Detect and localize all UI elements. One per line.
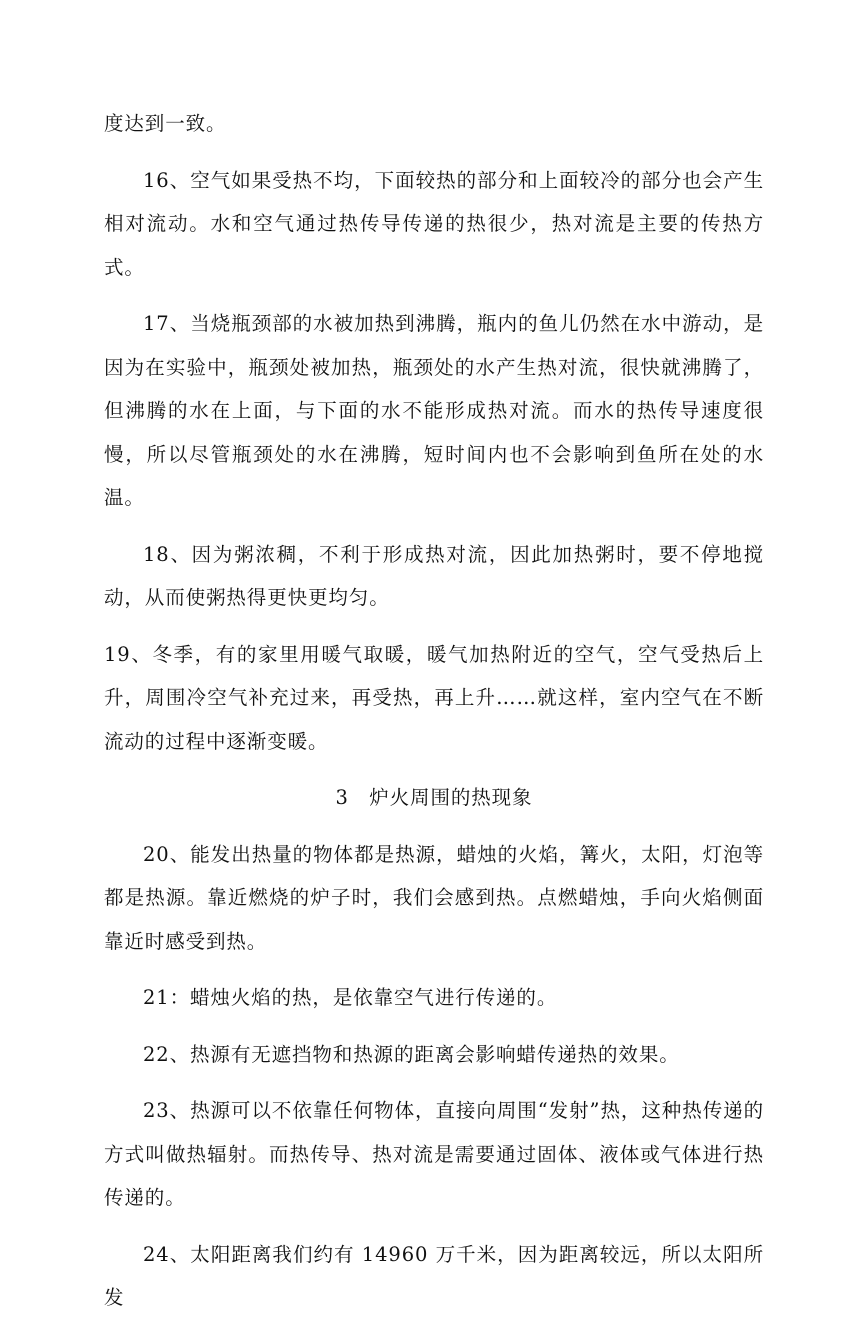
- paragraph-17: 17、当烧瓶颈部的水被加热到沸腾，瓶内的鱼儿仍然在水中游动，是因为在实验中，瓶颈处被加热，瓶颈处的水产生热对流，很快就沸腾了，但沸腾的水在上面，与下面的水不能形成热对流。而水的热传导速度很慢，所以尽管瓶颈处的水在沸腾，短时间内也不会影响到鱼所在处的水温。: [104, 312, 764, 509]
- paragraph-16: 16、空气如果受热不均，下面较热的部分和上面较冷的部分也会产生相对流动。水和空气通过热传导传递的热很少，热对流是主要的传热方式。: [104, 168, 764, 279]
- paragraph-18: 18、因为粥浓稠，不利于形成热对流，因此加热粥时，要不停地搅动，从而使粥热得更快更均匀。: [104, 542, 764, 609]
- paragraph-20: 20、能发出热量的物体都是热源，蜡烛的火焰，篝火，太阳，灯泡等都是热源。靠近燃烧的炉子时，我们会感到热。点燃蜡烛，手向火焰侧面靠近时感受到热。: [104, 842, 764, 953]
- paragraph-23: 23、热源可以不依靠任何物体，直接向周围“发射”热，这种热传递的方式叫做热辐射。而热传导、热对流是需要通过固体、液体或气体进行热传递的。: [104, 1099, 764, 1209]
- paragraph-19: 19、冬季，有的家里用暖气取暖，暖气加热附近的空气，空气受热后上升，周围冷空气补充过来，再受热，再上升……就这样，室内空气在不断流动的过程中逐渐变暖。: [104, 642, 764, 753]
- document-page: [104, 102, 764, 1333]
- paragraph-22: 22、热源有无遮挡物和热源的距离会影响蜡传递热的效果。: [143, 1042, 680, 1066]
- section-heading: 3 炉火周围的热现象: [335, 786, 533, 809]
- paragraph-21: 21：蜡烛火焰的热，是依靠空气进行传递的。: [143, 986, 558, 1009]
- paragraph-24: 24、太阳距离我们约有 14960 万千米，因为距离较远，所以太阳所发: [104, 1242, 764, 1309]
- paragraph-continuation: 度达到一致。: [104, 112, 227, 135]
